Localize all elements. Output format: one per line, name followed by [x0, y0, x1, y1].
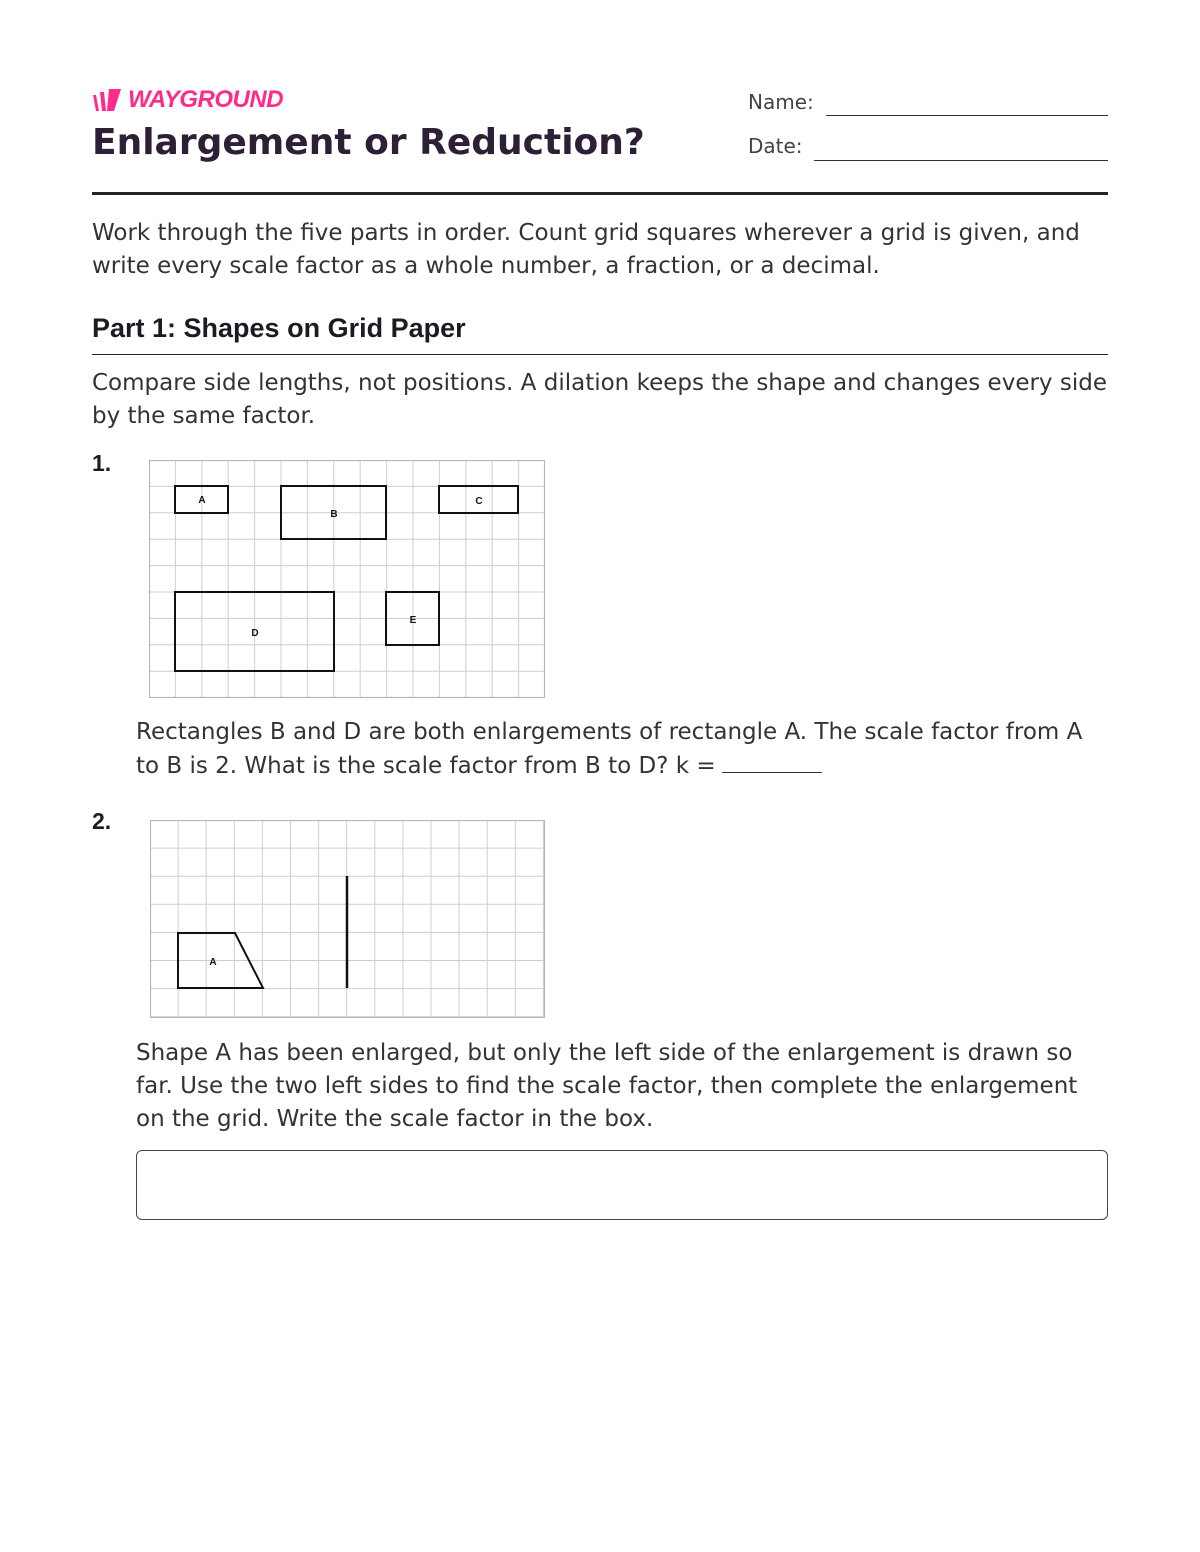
question-2-grid[interactable] [150, 820, 545, 1018]
brand-name: WAYGROUND [128, 86, 284, 113]
rectangle-e-label: E [409, 615, 417, 626]
part1-instructions: Compare side lengths, not positions. A dilation keeps the shape and changes every side by the same factor. [92, 370, 1107, 429]
question-1-prompt: Rectangles B and D are both enlargements of rectangle A. The scale factor from A to B is 2. What is the scale factor from B to D? k = [136, 719, 1083, 779]
question-2-number: 2. [92, 808, 112, 834]
rectangle-c-label: C [475, 496, 483, 507]
date-label: Date: [748, 134, 803, 158]
worksheet-title: Enlargement or Reduction? [92, 122, 645, 163]
rectangle-d-label: D [251, 628, 259, 639]
question-1-text [136, 715, 1108, 783]
question-1-answer-blank[interactable] [722, 751, 822, 773]
rectangle-b-label: B [330, 509, 338, 520]
header-divider [92, 192, 1108, 195]
question-2-text: Shape A has been enlarged, but only the left side of the enlargement is drawn so far. Use the two left sides to find the scale factor, then complete the enlargement on the grid. Write the scale factor in the box. [136, 1040, 1078, 1132]
name-label: Name: [748, 90, 814, 114]
intro-text: Work through the five parts in order. Count grid squares wherever a grid is given, and write every scale factor as a whole number, a fraction, or a decimal. [92, 220, 1080, 279]
part1-divider [92, 354, 1108, 355]
question-1-grid[interactable] [149, 460, 545, 698]
name-field[interactable] [826, 115, 1108, 116]
brand [92, 86, 283, 114]
shape-a-label: A [209, 957, 217, 968]
rectangle-a-label: A [198, 495, 206, 506]
date-field[interactable] [814, 160, 1108, 161]
wayground-logo-icon [92, 87, 122, 113]
question-2-answer-box[interactable] [136, 1150, 1108, 1220]
question-1-number: 1. [92, 450, 112, 476]
part1-title: Part 1: Shapes on Grid Paper [92, 313, 466, 343]
